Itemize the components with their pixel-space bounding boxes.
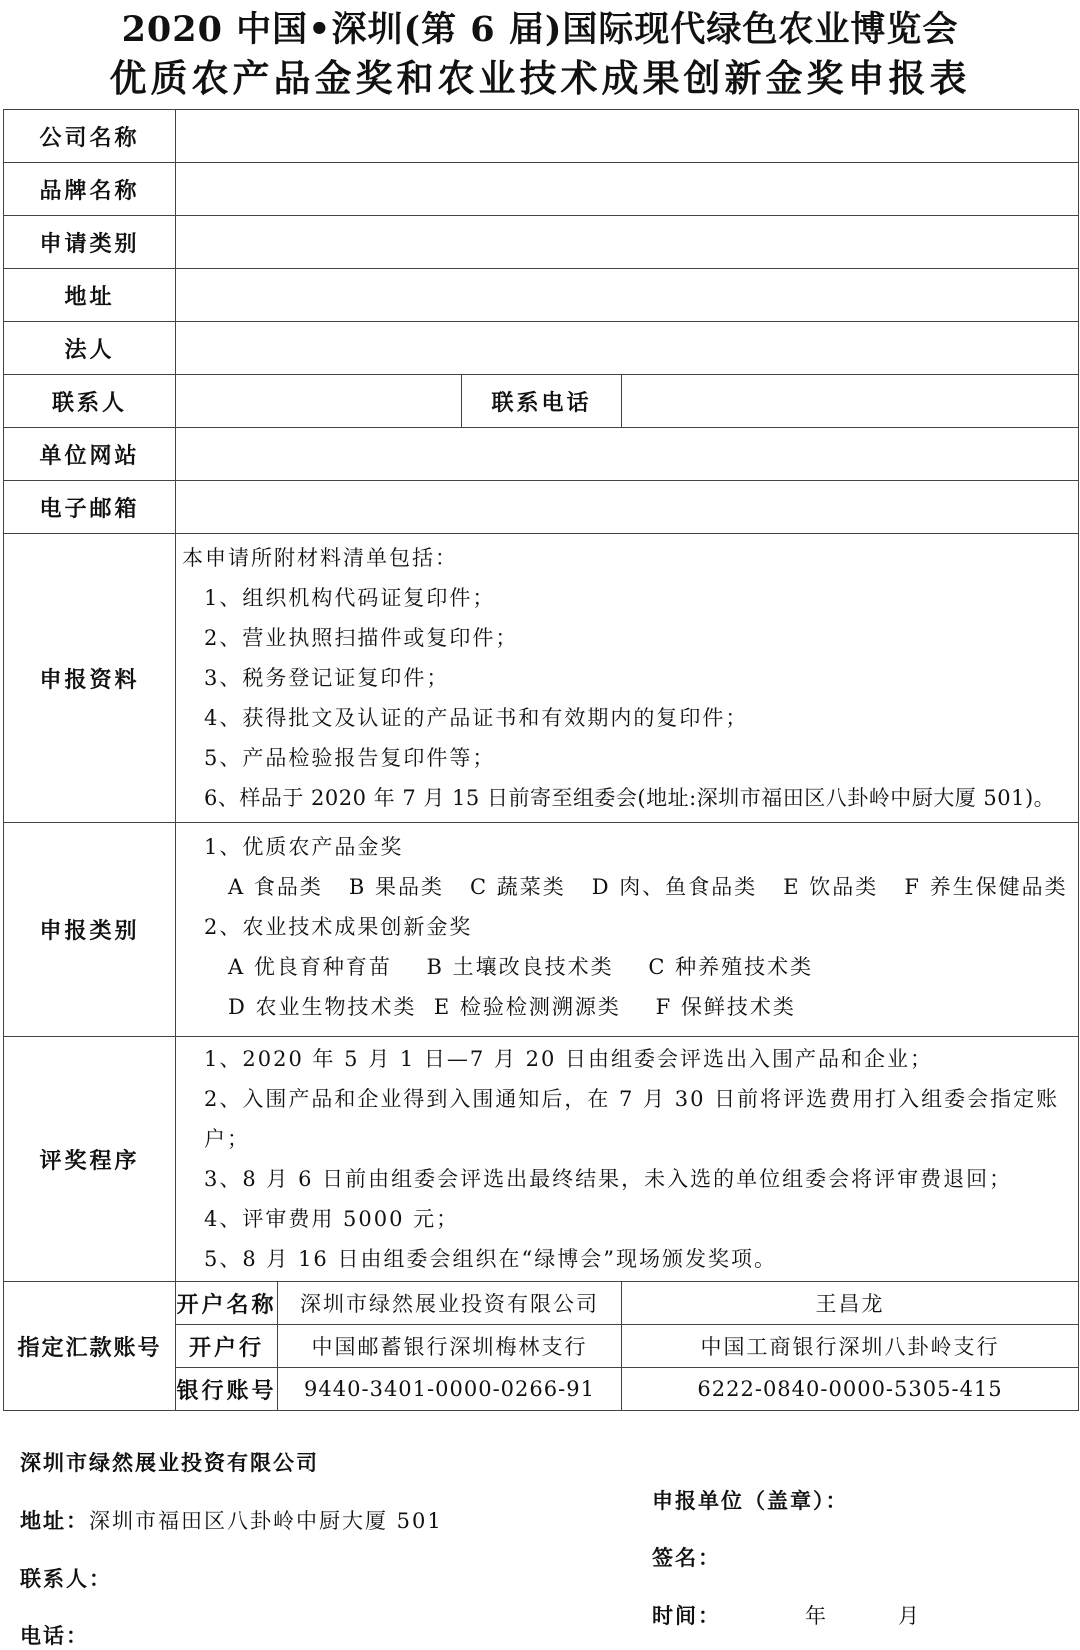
account-bank-value-1: 中国邮蓄银行深圳梅林支行 [278, 1325, 622, 1368]
categories-label: 申报类别 [4, 823, 176, 1037]
account-bank-label: 开户行 [176, 1325, 278, 1368]
footer-seal-label: 申报单位（盖章）： [652, 1489, 849, 1513]
row-website [4, 428, 1079, 481]
contact-label: 联系人 [4, 375, 176, 428]
legal-person-label: 法人 [4, 322, 176, 375]
procedure-item-2-cont: 户； [204, 1127, 250, 1151]
procedure-item-5: 5、8 月 16 日由组委会组织在“绿博会”现场颁发奖项。 [204, 1247, 777, 1271]
row-company-name [4, 110, 1079, 163]
form-title-line1: 2020 中国•深圳(第 6 届)国际现代绿色农业博览会 [121, 9, 959, 50]
footer-phone-label: 电话： [20, 1624, 89, 1648]
category-group-2-row-2: D 农业生物技术类 E 检验检测溯源类 F 保鲜技术类 [228, 995, 796, 1019]
application-form-table [3, 109, 1079, 1411]
materials-intro: 本申请所附材料清单包括： [182, 546, 458, 570]
footer-year: 年 [805, 1604, 828, 1628]
procedure-label: 评奖程序 [4, 1037, 176, 1282]
category-group-2: 2、农业技术成果创新金奖 [204, 915, 473, 939]
phone-label: 联系电话 [462, 375, 622, 428]
row-apply-category [4, 216, 1079, 269]
footer-address-label: 地址： [20, 1509, 89, 1533]
procedure-item-3: 3、8 月 6 日前由组委会评选出最终结果，未入选的单位组委会将评审费退回； [204, 1167, 1013, 1191]
email-field[interactable] [176, 481, 1079, 534]
account-row-name [4, 1282, 1079, 1325]
materials-item-1: 1、组织机构代码证复印件； [204, 586, 496, 610]
materials-item-4: 4、获得批文及认证的产品证书和有效期内的复印件； [204, 706, 749, 730]
row-email [4, 481, 1079, 534]
footer-address [20, 1505, 443, 1535]
company-name-field[interactable] [176, 110, 1079, 163]
procedure-item-2: 2、入围产品和企业得到入围通知后，在 7 月 30 日前将评选费用打入组委会指定账 [204, 1087, 1060, 1111]
row-materials [4, 534, 1079, 823]
apply-category-field[interactable] [176, 216, 1079, 269]
row-categories [4, 823, 1079, 1037]
procedure-content [176, 1037, 1079, 1282]
contact-field[interactable] [176, 375, 462, 428]
category-group-2-row-1: A 优良育种育苗 B 土壤改良技术类 C 种养殖技术类 [228, 955, 814, 979]
materials-content [176, 534, 1079, 823]
website-label: 单位网站 [4, 428, 176, 481]
row-procedure [4, 1037, 1079, 1282]
form-title-line2: 优质农产品金奖和农业技术成果创新金奖申报表 [109, 56, 971, 100]
company-name-label: 公司名称 [4, 110, 176, 163]
account-label: 指定汇款账号 [4, 1282, 176, 1411]
footer-time-label: 时间： [652, 1604, 721, 1628]
phone-field[interactable] [622, 375, 1079, 428]
account-number-value-2: 6222-0840-0000-5305-415 [622, 1368, 1079, 1411]
footer-month: 月 [898, 1604, 921, 1628]
brand-name-label: 品牌名称 [4, 163, 176, 216]
row-address [4, 269, 1079, 322]
procedure-item-4: 4、评审费用 5000 元； [204, 1207, 460, 1231]
account-bank-value-2: 中国工商银行深圳八卦岭支行 [622, 1325, 1079, 1368]
row-legal-person [4, 322, 1079, 375]
account-name-label: 开户名称 [176, 1282, 278, 1325]
category-group-1-items: A 食品类 B 果品类 C 蔬菜类 D 肉、鱼食品类 E 饮品类 F 养生保健品类 [228, 875, 1068, 899]
categories-content [176, 823, 1079, 1037]
website-field[interactable] [176, 428, 1079, 481]
account-name-value-1: 深圳市绿然展业投资有限公司 [278, 1282, 622, 1325]
email-label: 电子邮箱 [4, 481, 176, 534]
footer-address-value: 深圳市福田区八卦岭中厨大厦 501 [89, 1509, 443, 1533]
account-number-label: 银行账号 [176, 1368, 278, 1411]
footer-company: 深圳市绿然展业投资有限公司 [20, 1451, 319, 1475]
account-name-value-2: 王昌龙 [622, 1282, 1079, 1325]
address-label: 地址 [4, 269, 176, 322]
row-contact [4, 375, 1079, 428]
category-group-1: 1、优质农产品金奖 [204, 835, 404, 859]
legal-person-field[interactable] [176, 322, 1079, 375]
materials-item-6: 6、样品于 2020 年 7 月 15 日前寄至组委会(地址:深圳市福田区八卦岭中厨大厦 501)。 [204, 786, 1056, 810]
materials-item-2: 2、营业执照扫描件或复印件； [204, 626, 519, 650]
materials-item-3: 3、税务登记证复印件； [204, 666, 450, 690]
footer-sign-label: 签名： [652, 1546, 721, 1570]
materials-label: 申报资料 [4, 534, 176, 823]
row-brand-name [4, 163, 1079, 216]
address-field[interactable] [176, 269, 1079, 322]
brand-name-field[interactable] [176, 163, 1079, 216]
footer-contact-label: 联系人： [20, 1567, 112, 1591]
account-number-value-1: 9440-3401-0000-0266-91 [278, 1368, 622, 1411]
materials-item-5: 5、产品检验报告复印件等； [204, 746, 496, 770]
procedure-item-1: 1、2020 年 5 月 1 日—7 月 20 日由组委会评选出入围产品和企业； [204, 1047, 934, 1071]
apply-category-label: 申请类别 [4, 216, 176, 269]
